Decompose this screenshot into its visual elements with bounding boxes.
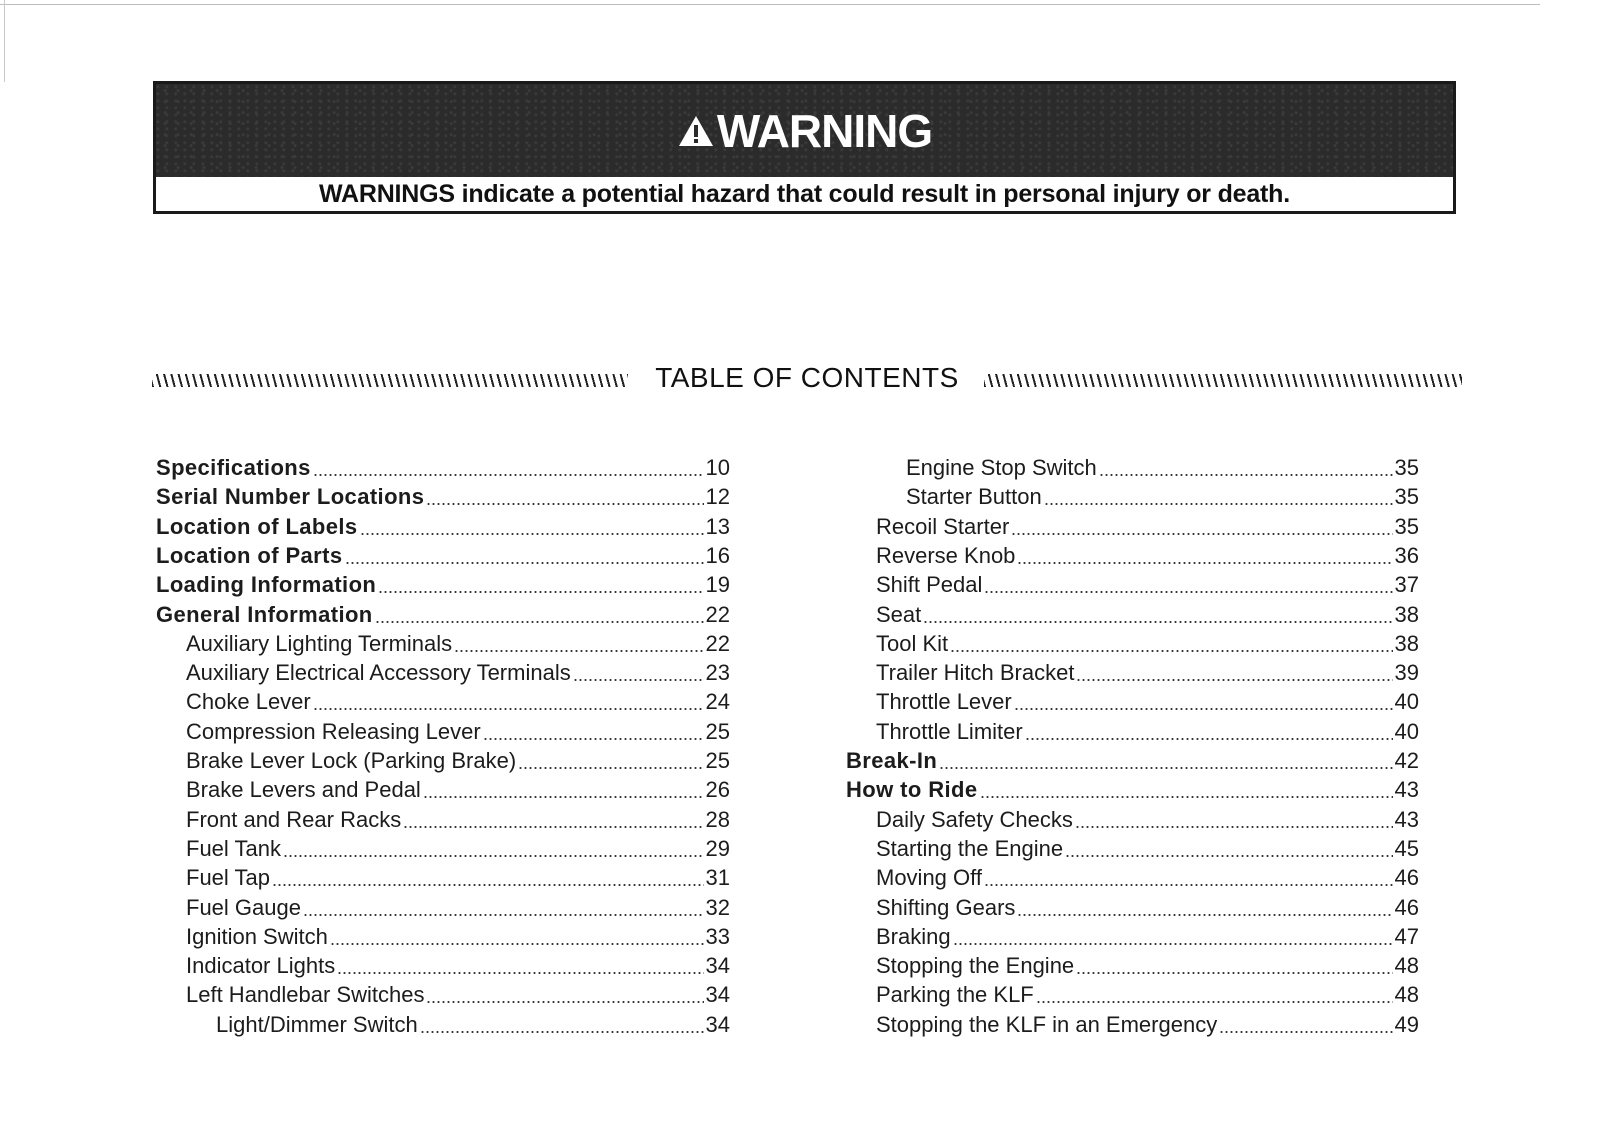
- toc-entry[interactable]: [186, 660, 730, 688]
- toc-entry-title: Braking: [876, 923, 951, 949]
- toc-entry-page: 40: [1394, 718, 1419, 744]
- warning-text: WARNINGS indicate a potential hazard that could result in personal injury or death.: [318, 180, 1291, 208]
- toc-entry-title: Moving Off: [876, 865, 982, 891]
- toc-entry-page: 39: [1394, 660, 1419, 686]
- toc-entry-title: Break-In: [846, 748, 938, 773]
- toc-entry-title: Fuel Tank: [186, 835, 281, 861]
- toc-dot-leader: [360, 532, 704, 536]
- toc-entry-title: Brake Lever Lock (Parking Brake): [186, 748, 517, 773]
- toc-entry-page: 46: [1394, 894, 1419, 920]
- toc-entry-title: Location of Labels: [156, 513, 358, 539]
- toc-entry[interactable]: [156, 543, 730, 571]
- toc-entry-title: Engine Stop Switch: [906, 455, 1097, 480]
- toc-entry[interactable]: [186, 719, 730, 747]
- toc-dot-leader: [1025, 737, 1393, 741]
- toc-entry-title: Fuel Tap: [186, 865, 270, 891]
- toc-entry-page: 42: [1394, 748, 1419, 773]
- toc-entry-page: 31: [705, 865, 730, 891]
- toc-dot-leader: [330, 942, 704, 946]
- warning-title-text: WARNING: [716, 104, 933, 157]
- toc-entry-title: Left Handlebar Switches: [186, 982, 425, 1008]
- toc-entry-page: 38: [1394, 601, 1419, 627]
- toc-entry-page: 28: [705, 806, 730, 832]
- toc-entry-page: 26: [705, 777, 730, 803]
- toc-entry-title: Stopping the Engine: [876, 953, 1075, 979]
- toc-entry[interactable]: [876, 807, 1419, 835]
- toc-entry-page: 25: [705, 718, 730, 744]
- toc-entry-title: Specifications: [156, 455, 311, 480]
- toc-entry[interactable]: [186, 865, 730, 893]
- toc-entry[interactable]: [876, 982, 1419, 1010]
- toc-dot-leader: [984, 590, 1392, 594]
- toc-dot-leader: [378, 590, 703, 594]
- toc-dot-leader: [1075, 825, 1393, 829]
- toc-dot-leader: [939, 766, 1392, 770]
- toc-dot-leader: [1017, 561, 1392, 565]
- toc-entry[interactable]: [846, 777, 1419, 805]
- toc-entry[interactable]: [186, 836, 730, 864]
- toc-entry-page: 13: [705, 513, 730, 539]
- toc-header: [152, 362, 1462, 402]
- toc-entry[interactable]: [186, 924, 730, 952]
- toc-entry[interactable]: [186, 895, 730, 923]
- toc-entry-page: 29: [705, 835, 730, 861]
- toc-entry-title: Location of Parts: [156, 542, 343, 568]
- toc-dot-leader: [1014, 707, 1393, 711]
- toc-dot-leader: [303, 913, 704, 917]
- toc-dot-leader: [426, 1000, 703, 1004]
- toc-entry-page: 10: [705, 455, 730, 480]
- toc-entry-page: 33: [705, 923, 730, 949]
- toc-entry-page: 34: [705, 1011, 730, 1037]
- toc-dot-leader: [1076, 971, 1392, 975]
- toc-entry-title: Light/Dimmer Switch: [216, 1011, 418, 1037]
- scan-edge-top: [0, 4, 1540, 5]
- toc-entry[interactable]: [156, 572, 730, 600]
- toc-entry[interactable]: [156, 514, 730, 542]
- toc-entry-page: 19: [705, 572, 730, 598]
- toc-entry-page: 38: [1394, 630, 1419, 656]
- toc-entry-title: Starter Button: [906, 484, 1042, 510]
- toc-entry-title: Shifting Gears: [876, 894, 1016, 920]
- toc-entry[interactable]: [876, 689, 1419, 717]
- toc-entry-page: 48: [1394, 953, 1419, 979]
- toc-entry[interactable]: [186, 631, 730, 659]
- warning-title: [677, 104, 932, 158]
- toc-dot-leader: [1011, 532, 1392, 536]
- toc-entry-title: Daily Safety Checks: [876, 806, 1073, 832]
- toc-entry[interactable]: [156, 455, 730, 483]
- toc-entry-page: 12: [705, 484, 730, 510]
- toc-dot-leader: [518, 766, 703, 770]
- toc-entry-title: Auxiliary Electrical Accessory Terminals: [186, 660, 571, 686]
- toc-entry[interactable]: [876, 719, 1419, 747]
- toc-entry-page: 48: [1394, 982, 1419, 1008]
- toc-entry-page: 32: [705, 894, 730, 920]
- toc-entry-page: 25: [705, 748, 730, 773]
- toc-dot-leader: [483, 737, 704, 741]
- toc-entry-title: Throttle Lever: [876, 689, 1012, 715]
- toc-entry-page: 34: [705, 953, 730, 979]
- toc-entry-page: 23: [705, 660, 730, 686]
- toc-entry-title: Choke Lever: [186, 689, 311, 715]
- toc-entry[interactable]: [156, 602, 730, 630]
- toc-entry-page: 34: [705, 982, 730, 1008]
- toc-entry-page: 24: [705, 689, 730, 715]
- toc-entry[interactable]: [186, 777, 730, 805]
- toc-dot-leader: [1044, 502, 1393, 506]
- toc-dot-leader: [403, 825, 703, 829]
- toc-entry-page: 37: [1394, 572, 1419, 598]
- toc-entry-title: Ignition Switch: [186, 923, 328, 949]
- toc-entry-page: 45: [1394, 835, 1419, 861]
- toc-entry-title: Starting the Engine: [876, 835, 1064, 861]
- toc-dot-leader: [375, 620, 704, 624]
- toc-entry-page: 43: [1394, 777, 1419, 803]
- toc-entry[interactable]: [186, 748, 730, 776]
- toc-entry[interactable]: [876, 543, 1419, 571]
- toc-entry[interactable]: [186, 807, 730, 835]
- toc-dot-leader: [337, 971, 703, 975]
- toc-entry[interactable]: [876, 836, 1419, 864]
- toc-entry-title: Auxiliary Lighting Terminals: [186, 630, 453, 656]
- toc-dot-leader: [313, 473, 704, 477]
- toc-entry[interactable]: [876, 631, 1419, 659]
- toc-entry[interactable]: [906, 484, 1419, 512]
- toc-entry-page: 40: [1394, 689, 1419, 715]
- toc-entry-title: Trailer Hitch Bracket: [876, 660, 1075, 686]
- toc-entry-page: 35: [1394, 484, 1419, 510]
- toc-dot-leader: [573, 678, 704, 682]
- toc-entry-title: Throttle Limiter: [876, 718, 1023, 744]
- warning-triangle-icon: [677, 114, 715, 148]
- toc-entry-page: 22: [705, 630, 730, 656]
- toc-entry-title: Loading Information: [156, 572, 377, 598]
- toc-dot-leader: [272, 883, 704, 887]
- toc-dot-leader: [420, 1030, 704, 1034]
- toc-title: TABLE OF CONTENTS: [655, 362, 959, 393]
- toc-ornament-right: [984, 374, 1462, 387]
- toc-entry-page: 47: [1394, 923, 1419, 949]
- toc-dot-leader: [345, 561, 704, 565]
- toc-entry[interactable]: [876, 865, 1419, 893]
- toc-dot-leader: [426, 502, 703, 506]
- toc-dot-leader: [1036, 1000, 1393, 1004]
- toc-entry[interactable]: [186, 953, 730, 981]
- toc-ornament-left: [152, 374, 628, 387]
- toc-entry-title: Shift Pedal: [876, 572, 983, 598]
- toc-dot-leader: [1219, 1030, 1392, 1034]
- toc-entry-page: 35: [1394, 455, 1419, 480]
- toc-entry[interactable]: [156, 484, 730, 512]
- toc-dot-leader: [923, 620, 1392, 624]
- toc-dot-leader: [423, 795, 704, 799]
- toc-dot-leader: [950, 649, 1392, 653]
- toc-dot-leader: [953, 942, 1393, 946]
- toc-dot-leader: [454, 649, 703, 653]
- toc-entry[interactable]: [876, 572, 1419, 600]
- toc-entry[interactable]: [186, 689, 730, 717]
- toc-dot-leader: [1017, 913, 1392, 917]
- toc-entry-title: Compression Releasing Lever: [186, 718, 481, 744]
- toc-entry-page: 43: [1394, 806, 1419, 832]
- toc-entry[interactable]: [876, 895, 1419, 923]
- toc-entry-title: Stopping the KLF in an Emergency: [876, 1011, 1218, 1037]
- toc-entry-title: Brake Levers and Pedal: [186, 777, 421, 803]
- toc-entry-title: Fuel Gauge: [186, 894, 301, 920]
- toc-entry-page: 49: [1394, 1011, 1419, 1037]
- toc-entry[interactable]: [876, 660, 1419, 688]
- toc-entry-page: 16: [705, 542, 730, 568]
- toc-entry-page: 22: [705, 601, 730, 627]
- toc-entry[interactable]: [876, 602, 1419, 630]
- toc-entry[interactable]: [906, 455, 1419, 483]
- toc-dot-leader: [283, 854, 704, 858]
- toc-entry-title: Parking the KLF: [876, 982, 1034, 1008]
- toc-dot-leader: [980, 795, 1393, 799]
- toc-entry-page: 36: [1394, 542, 1419, 568]
- scan-edge-left: [4, 0, 5, 82]
- toc-entry-page: 35: [1394, 513, 1419, 539]
- toc-entry-title: Recoil Starter: [876, 513, 1010, 539]
- toc-entry[interactable]: [186, 982, 730, 1010]
- toc-entry[interactable]: [876, 514, 1419, 542]
- toc-entry[interactable]: [216, 1012, 730, 1040]
- toc-dot-leader: [313, 707, 704, 711]
- toc-entry-title: How to Ride: [846, 777, 978, 803]
- toc-dot-leader: [1099, 473, 1393, 477]
- toc-entry[interactable]: [846, 748, 1419, 776]
- toc-entry-title: Seat: [876, 601, 922, 627]
- toc-entry-title: Serial Number Locations: [156, 484, 425, 510]
- toc-entry-page: 46: [1394, 865, 1419, 891]
- toc-entry-title: Indicator Lights: [186, 953, 336, 979]
- toc-entry[interactable]: [876, 924, 1419, 952]
- toc-entry[interactable]: [876, 1012, 1419, 1040]
- toc-entry-title: Reverse Knob: [876, 542, 1016, 568]
- warning-header: [156, 84, 1453, 177]
- toc-entry-title: Front and Rear Racks: [186, 806, 402, 832]
- warning-box: [153, 81, 1456, 214]
- toc-entry-title: General Information: [156, 601, 373, 627]
- toc-dot-leader: [1065, 854, 1392, 858]
- toc-entry-title: Tool Kit: [876, 630, 949, 656]
- toc-dot-leader: [1076, 678, 1392, 682]
- toc-dot-leader: [984, 883, 1393, 887]
- toc-entry[interactable]: [876, 953, 1419, 981]
